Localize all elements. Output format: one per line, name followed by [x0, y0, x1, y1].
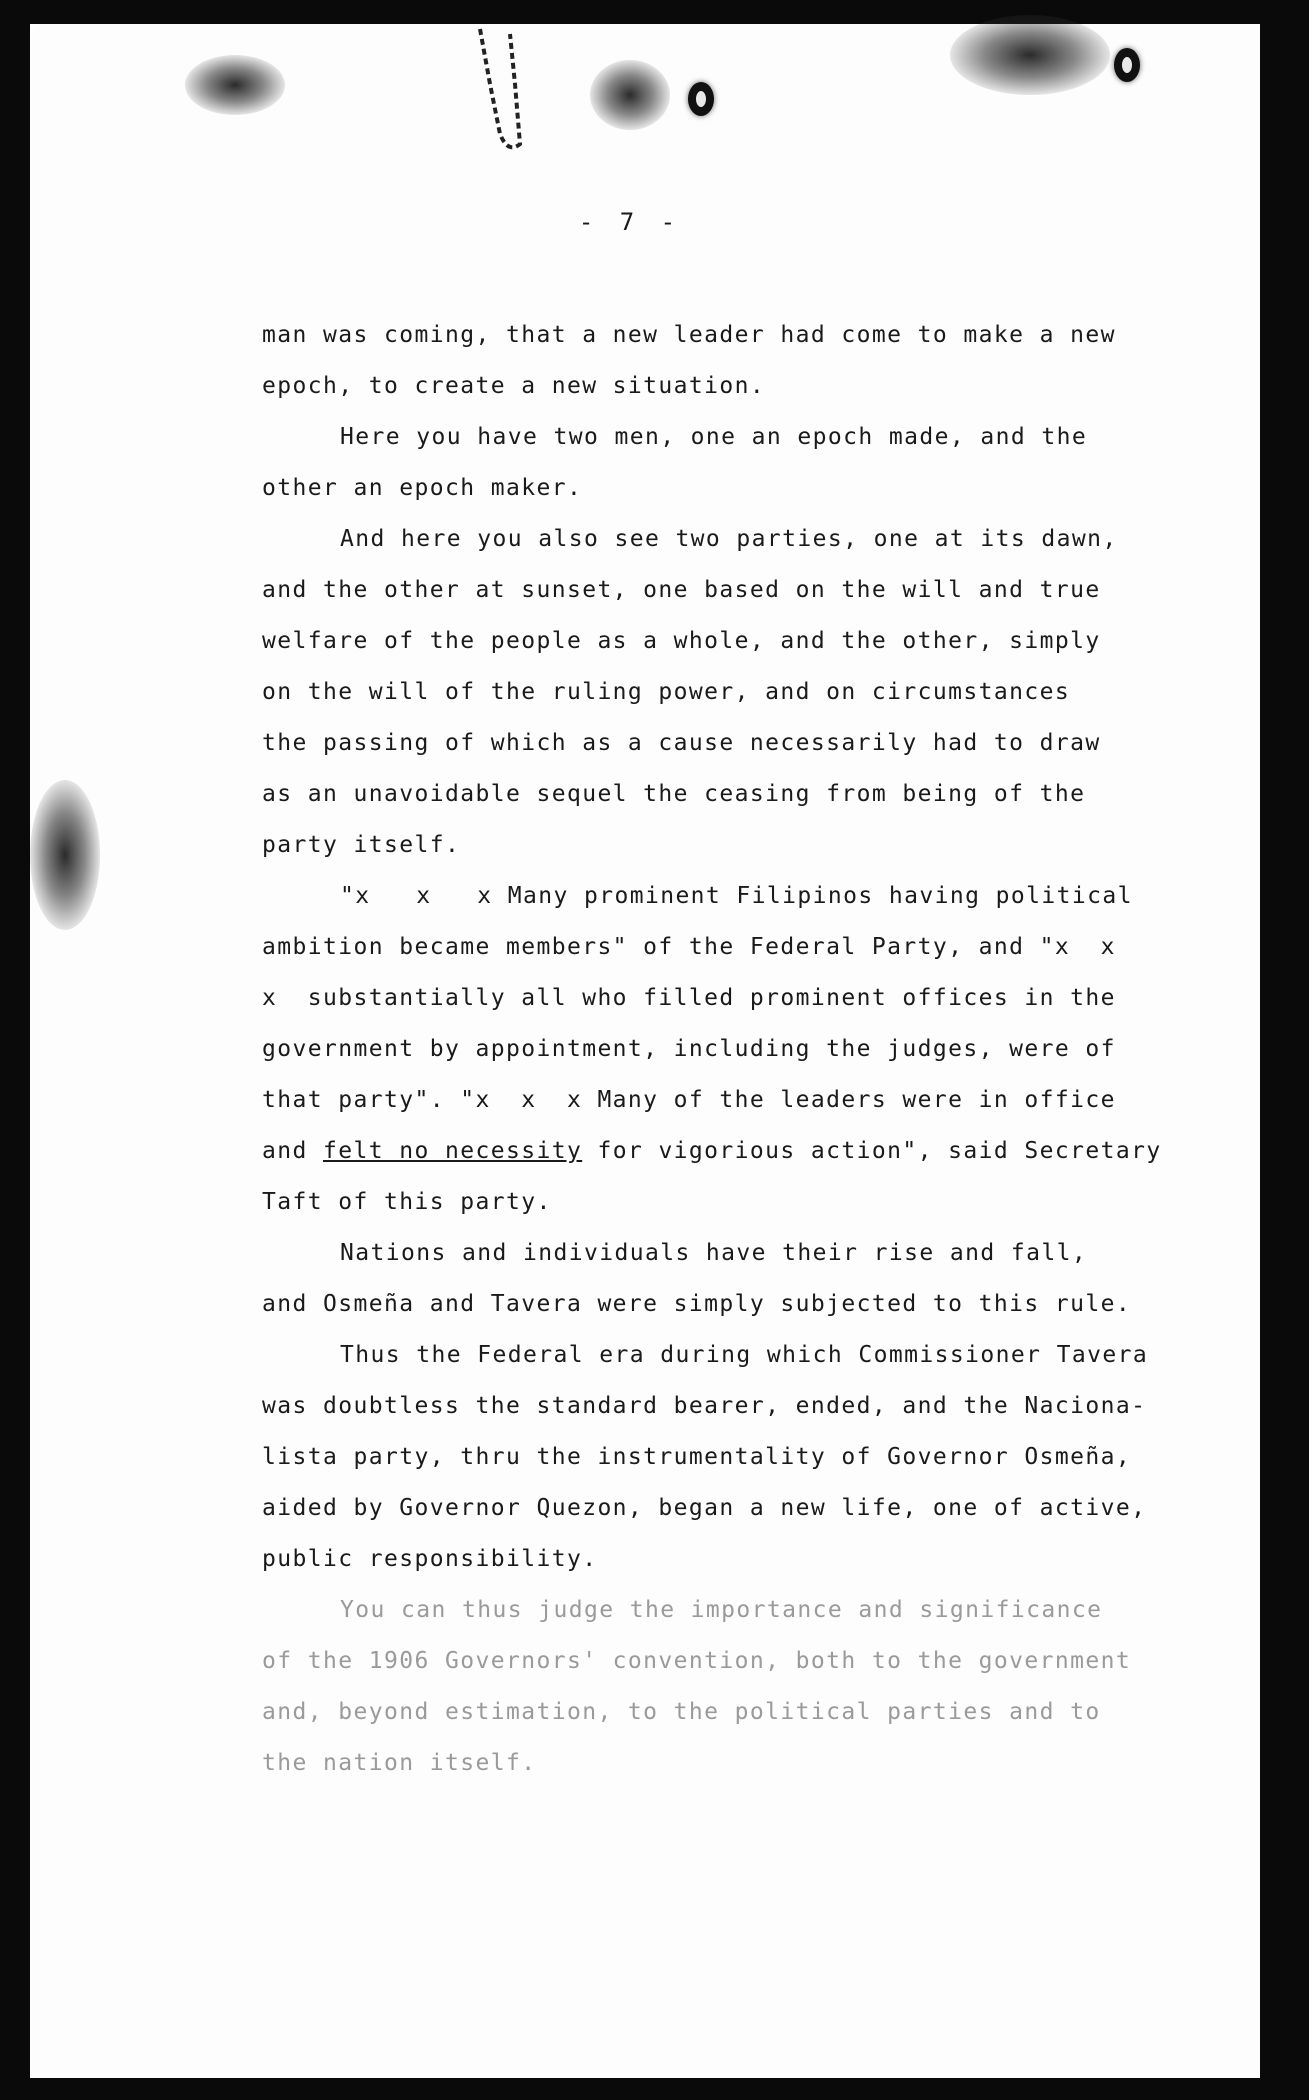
scan-border-bottom: [0, 2078, 1309, 2100]
text-line: Nations and individuals have their rise and fall,: [340, 1240, 1088, 1266]
text-line: ambition became members" of the Federal Party, and "x x: [262, 934, 1116, 960]
text-line: public responsibility.: [262, 1546, 598, 1572]
text-line: lista party, thru the instrumentality of Governor Osmeña,: [262, 1444, 1132, 1470]
staple-mark-icon: [470, 24, 540, 164]
text-segment: and: [262, 1138, 323, 1164]
punch-hole-icon: [688, 82, 714, 116]
text-line: as an unavoidable sequel the ceasing from being of the: [262, 781, 1086, 807]
text-line: on the will of the ruling power, and on circumstances: [262, 679, 1071, 705]
scan-border-right: [1260, 0, 1309, 2100]
page-number: - 7 -: [578, 208, 682, 236]
body-text: [262, 310, 1202, 1789]
text-line: party itself.: [262, 832, 461, 858]
text-line: Thus the Federal era during which Commissioner Tavera: [340, 1342, 1149, 1368]
text-line: and the other at sunset, one based on the will and true: [262, 577, 1101, 603]
text-line: other an epoch maker.: [262, 475, 583, 501]
scan-smudge: [950, 15, 1110, 95]
text-line: "x x x Many prominent Filipinos having political: [340, 883, 1133, 909]
text-line: And here you also see two parties, one at its dawn,: [340, 526, 1118, 552]
text-line: and Osmeña and Tavera were simply subjected to this rule.: [262, 1291, 1132, 1317]
scan-smudge: [185, 55, 285, 115]
text-line: the nation itself.: [262, 1750, 537, 1776]
punch-hole-icon: [1114, 48, 1140, 82]
scan-border-top: [0, 0, 1309, 24]
text-line: was doubtless the standard bearer, ended, and the Naciona-: [262, 1393, 1147, 1419]
text-line: and, beyond estimation, to the political parties and to: [262, 1699, 1101, 1725]
text-line: epoch, to create a new situation.: [262, 373, 766, 399]
text-line: that party". "x x x Many of the leaders were in office: [262, 1087, 1116, 1113]
text-line: the passing of which as a cause necessarily had to draw: [262, 730, 1101, 756]
text-line: Here you have two men, one an epoch made, and the: [340, 424, 1088, 450]
text-line: aided by Governor Quezon, began a new life, one of active,: [262, 1495, 1147, 1521]
scan-smudge: [30, 780, 100, 930]
text-line: of the 1906 Governors' convention, both to the government: [262, 1648, 1132, 1674]
text-line: government by appointment, including the judges, were of: [262, 1036, 1116, 1062]
text-line: Taft of this party.: [262, 1189, 552, 1215]
underlined-phrase: felt no necessity: [323, 1138, 583, 1164]
text-line: x substantially all who filled prominent offices in the: [262, 985, 1116, 1011]
text-line: You can thus judge the importance and significance: [340, 1597, 1103, 1623]
scan-border-left: [0, 0, 30, 2100]
scan-smudge: [590, 60, 670, 130]
text-segment: for vigorious action", said Secretary: [582, 1138, 1162, 1164]
text-line: man was coming, that a new leader had come to make a new: [262, 322, 1116, 348]
text-line: welfare of the people as a whole, and the other, simply: [262, 628, 1101, 654]
text-line-with-underline: [262, 1126, 1202, 1177]
